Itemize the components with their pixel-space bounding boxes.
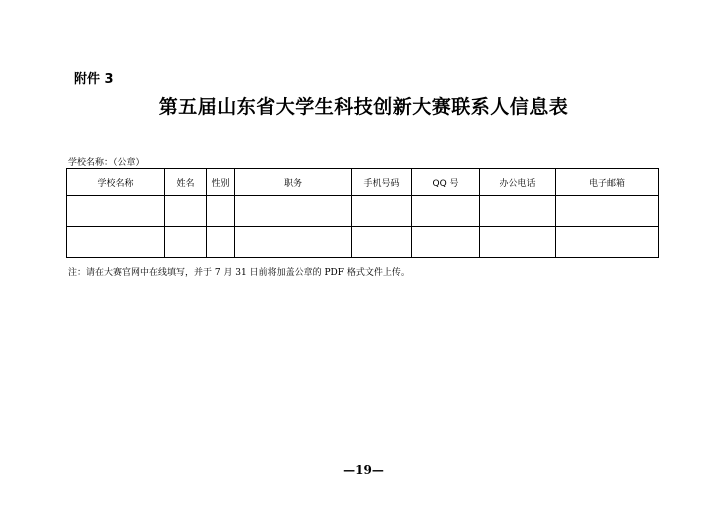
- table-cell: [480, 196, 556, 227]
- attachment-label: 附件 3: [74, 72, 114, 87]
- table-cell: [165, 196, 207, 227]
- table-cell: [207, 196, 235, 227]
- table-cell: [165, 227, 207, 258]
- table-cell: [207, 227, 235, 258]
- table-cell: [67, 227, 165, 258]
- header-email: 电子邮箱: [556, 169, 659, 196]
- table-cell: [556, 227, 659, 258]
- header-school-name: 学校名称: [67, 169, 165, 196]
- table-cell: [412, 196, 480, 227]
- table-cell: [480, 227, 556, 258]
- header-gender: 性别: [207, 169, 235, 196]
- page-title: 第五届山东省大学生科技创新大赛联系人信息表: [158, 96, 569, 118]
- table-header-row: [67, 169, 659, 196]
- header-name: 姓名: [165, 169, 207, 196]
- header-qq: QQ 号: [412, 169, 480, 196]
- table-row: [67, 196, 659, 227]
- contact-info-table: [66, 168, 659, 258]
- table-cell: [67, 196, 165, 227]
- table-cell: [352, 227, 412, 258]
- header-office-phone: 办公电话: [480, 169, 556, 196]
- table-cell: [235, 196, 352, 227]
- table-cell: [235, 227, 352, 258]
- header-position: 职务: [235, 169, 352, 196]
- school-name-label: 学校名称：（公章）: [68, 158, 145, 168]
- table-cell: [412, 227, 480, 258]
- footnote: 注：请在大赛官网中在线填写，并于 7 月 31 日前将加盖公章的 PDF 格式文件上传。: [68, 268, 410, 278]
- header-mobile: 手机号码: [352, 169, 412, 196]
- page-number: —19—: [343, 463, 384, 477]
- table-cell: [556, 196, 659, 227]
- table-cell: [352, 196, 412, 227]
- table-row: [67, 227, 659, 258]
